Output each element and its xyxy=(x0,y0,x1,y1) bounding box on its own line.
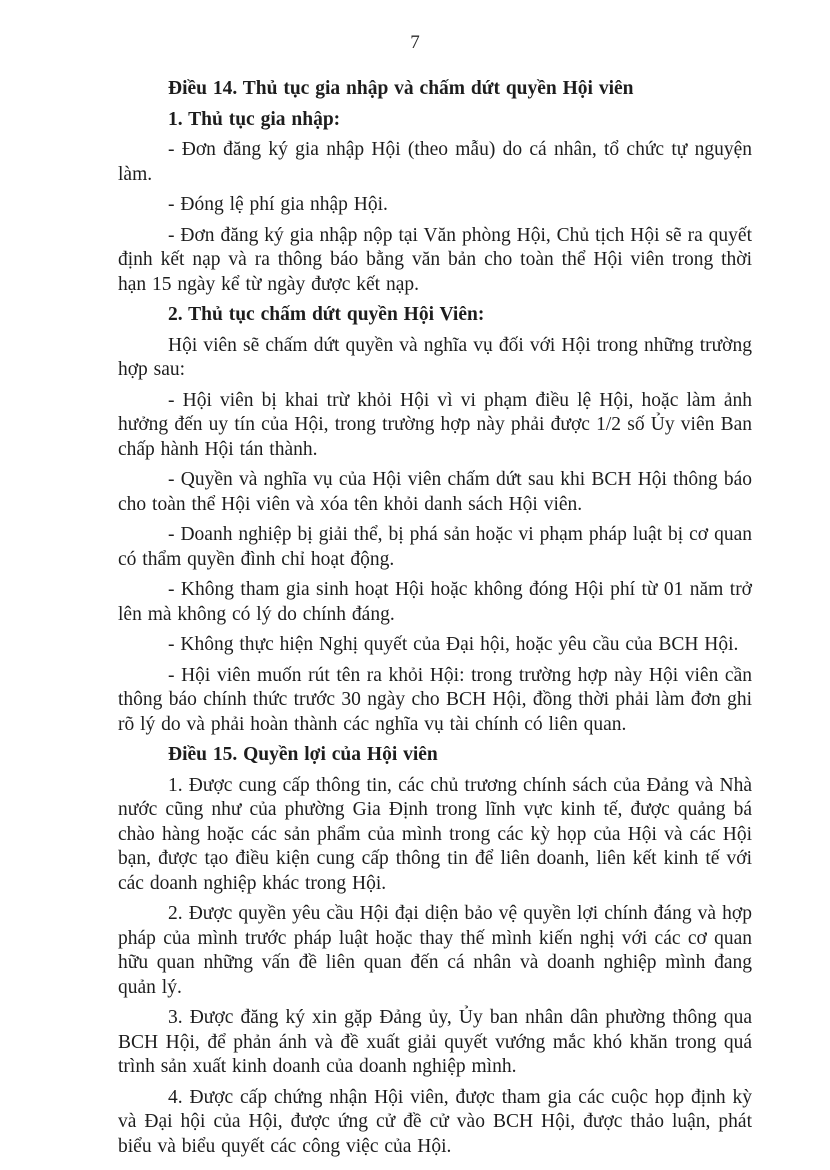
section-subheading: 1. Thủ tục gia nhập: xyxy=(168,108,341,130)
body-paragraph: - Đóng lệ phí gia nhập Hội. xyxy=(168,194,388,215)
body-paragraph: 3. Được đăng ký xin gặp Đảng ủy, Ủy ban nhân dân phường thông qua BCH Hội, để phản ánh và đề xuất giải quyết vướng mắc khó khăn trong quá trình sản xuất kinh doanh của doanh nghiệp mình. xyxy=(118,1007,752,1077)
body-paragraph: 4. Được cấp chứng nhận Hội viên, được tham gia các cuộc họp định kỳ và Đại hội của Hội, được ứng cử đề cử vào BCH Hội, được thảo luận, phát biểu và biểu quyết các công việc của Hội. xyxy=(118,1086,752,1157)
body-paragraph: - Hội viên muốn rút tên ra khỏi Hội: trong trường hợp này Hội viên cần thông báo chính thức trước 30 ngày cho BCH Hội, đồng thời phải làm đơn ghi rõ lý do và phải hoàn thành các nghĩa vụ tài chính có liên quan. xyxy=(118,664,752,735)
section-heading: Điều 14. Thủ tục gia nhập và chấm dứt quyền Hội viên xyxy=(168,78,634,99)
body-paragraph: - Đơn đăng ký gia nhập Hội (theo mẫu) do cá nhân, tổ chức tự nguyện làm. xyxy=(118,139,752,185)
document-body xyxy=(0,55,830,1159)
section-heading: Điều 15. Quyền lợi của Hội viên xyxy=(168,744,438,765)
body-paragraph: - Không tham gia sinh hoạt Hội hoặc không đóng Hội phí từ 01 năm trở lên mà không có lý do chính đáng. xyxy=(118,579,752,625)
body-paragraph: - Doanh nghiệp bị giải thể, bị phá sản hoặc vi phạm pháp luật bị cơ quan có thẩm quyền đình chỉ hoạt động. xyxy=(118,524,752,570)
section-subheading: 2. Thủ tục chấm dứt quyền Hội Viên: xyxy=(168,304,485,325)
body-paragraph: 2. Được quyền yêu cầu Hội đại diện bảo vệ quyền lợi chính đáng và hợp pháp của mình trước pháp luật hoặc thay thế mình kiến nghị với các cơ quan hữu quan những vấn đề liên quan đến cá nhân và doanh nghiệp mình đang quản lý. xyxy=(118,903,752,998)
body-paragraph: - Không thực hiện Nghị quyết của Đại hội, hoặc yêu cầu của BCH Hội. xyxy=(168,634,739,655)
body-paragraph: 1. Được cung cấp thông tin, các chủ trương chính sách của Đảng và Nhà nước cũng như của phường Gia Định trong lĩnh vực kinh tế, được quảng bá chào hàng hoặc các sản phẩm của mình trong các kỳ họp của Hội và các Hội bạn, được tạo điều kiện cung cấp thông tin để liên doanh, liên kết kinh tế với các doanh nghiệp khác trong Hội. xyxy=(118,774,752,894)
body-paragraph: - Hội viên bị khai trừ khỏi Hội vì vi phạm điều lệ Hội, hoặc làm ảnh hưởng đến uy tín của Hội, trong trường hợp này phải được 1/2 số Ủy viên Ban chấp hành Hội tán thành. xyxy=(118,389,752,460)
page-number: 7 xyxy=(410,32,420,53)
body-paragraph: - Quyền và nghĩa vụ của Hội viên chấm dứt sau khi BCH Hội thông báo cho toàn thể Hội viên và xóa tên khỏi danh sách Hội viên. xyxy=(118,469,752,515)
body-paragraph: Hội viên sẽ chấm dứt quyền và nghĩa vụ đối với Hội trong những trường hợp sau: xyxy=(118,334,752,380)
body-paragraph: - Đơn đăng ký gia nhập nộp tại Văn phòng Hội, Chủ tịch Hội sẽ ra quyết định kết nạp và ra thông báo bằng văn bản cho toàn thể Hội viên trong thời hạn 15 ngày kể từ ngày được kết nạp. xyxy=(118,224,752,295)
